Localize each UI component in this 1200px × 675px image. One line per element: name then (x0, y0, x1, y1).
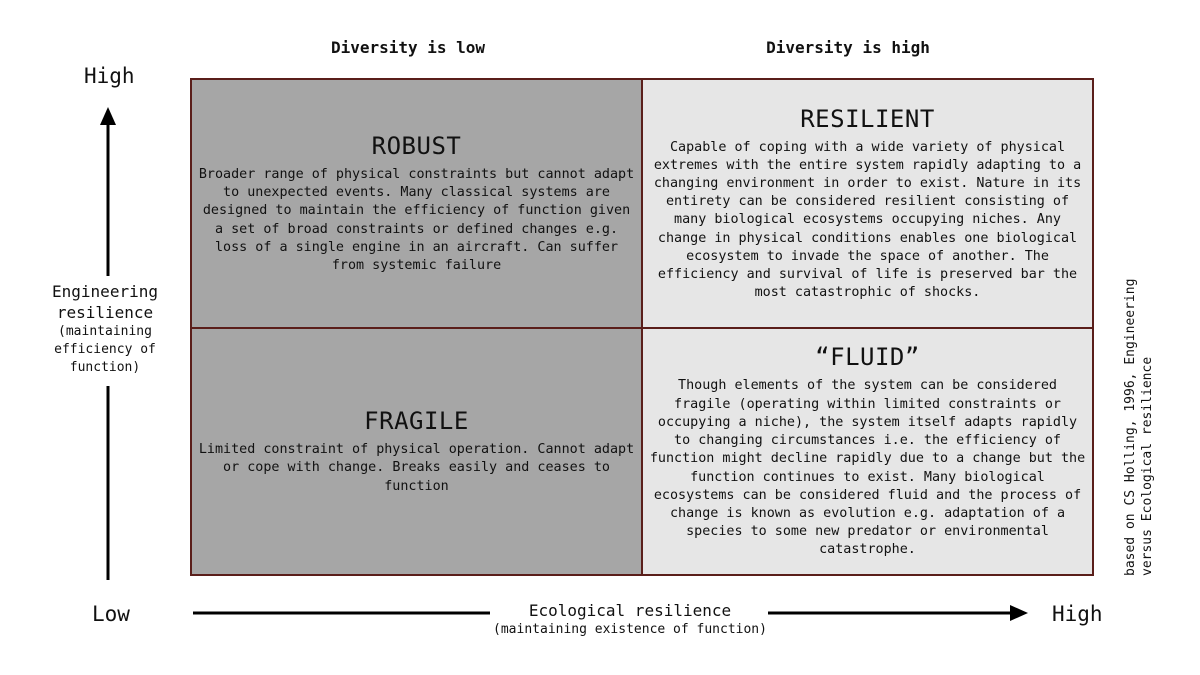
quadrant-fragile-title: FRAGILE (364, 407, 469, 436)
quadrant-fragile (192, 329, 643, 574)
quadrant-fluid (643, 329, 1092, 574)
x-axis-title: Ecological resilience (528, 601, 732, 620)
quadrant-grid (190, 78, 1094, 576)
quadrant-robust-description: Broader range of physical constraints but cannot adapt to unexpected events. Many classical systems are designed to maintain the efficiency of function given a set of broad constraints or defined changes e.g. loss of a single engine in an aircraft. Can suffer from systemic failure (198, 166, 635, 273)
quadrant-fluid-title: “FLUID” (815, 343, 920, 372)
x-axis-label (490, 601, 770, 639)
quadrant-fragile-description: Limited constraint of physical operation. Cannot adapt or cope with change. Breaks easily and ceases to function (198, 442, 635, 494)
column-header-diversity-high: Diversity is high (766, 38, 930, 57)
y-axis-arrowhead (100, 107, 116, 125)
y-axis-label (30, 281, 180, 377)
x-axis-arrowhead (1010, 605, 1028, 621)
quadrant-resilient-description: Capable of coping with a wide variety of physical extremes with the entire system rapidly adapting to a changing environment in order to exist. Nature in its entirety can be considered resilient consisting of many biological ecosystems occupying niches. Any change in physical conditions enables one biological ecosystem to invade the space of another. The efficiency and survival of life is preserved bar the most catastrophic of shocks. (653, 139, 1082, 301)
source-credit: based on CS Holling, 1996, Engineering versus Ecological resilience (1123, 278, 1155, 576)
y-axis-low-label: Low (92, 602, 130, 626)
y-axis-high-label: High (84, 64, 135, 88)
quadrant-fluid-description: Though elements of the system can be considered fragile (operating within limited constraints or occupying a niche), the system itself adapts rapidly to changing circumstances i.e. the efficiency of function might decline rapidly due to a change but the function continues to exist. Many biological ecosystems can be considered fluid and the process of change is known as evolution e.g. adaptation of a species to some new predator or environmental catastrophe. (649, 378, 1086, 558)
quadrant-resilient-title: RESILIENT (800, 104, 935, 133)
y-axis-title: Engineering resilience (52, 282, 158, 322)
quadrant-robust-title: ROBUST (371, 131, 462, 160)
x-axis-subtitle: (maintaining existence of function) (493, 622, 767, 637)
x-axis-high-label: High (1052, 602, 1103, 626)
y-axis-subtitle: (maintaining efficiency of function) (54, 324, 156, 375)
column-header-diversity-low: Diversity is low (330, 38, 486, 57)
quadrant-robust (192, 80, 643, 329)
quadrant-resilient (643, 80, 1092, 329)
